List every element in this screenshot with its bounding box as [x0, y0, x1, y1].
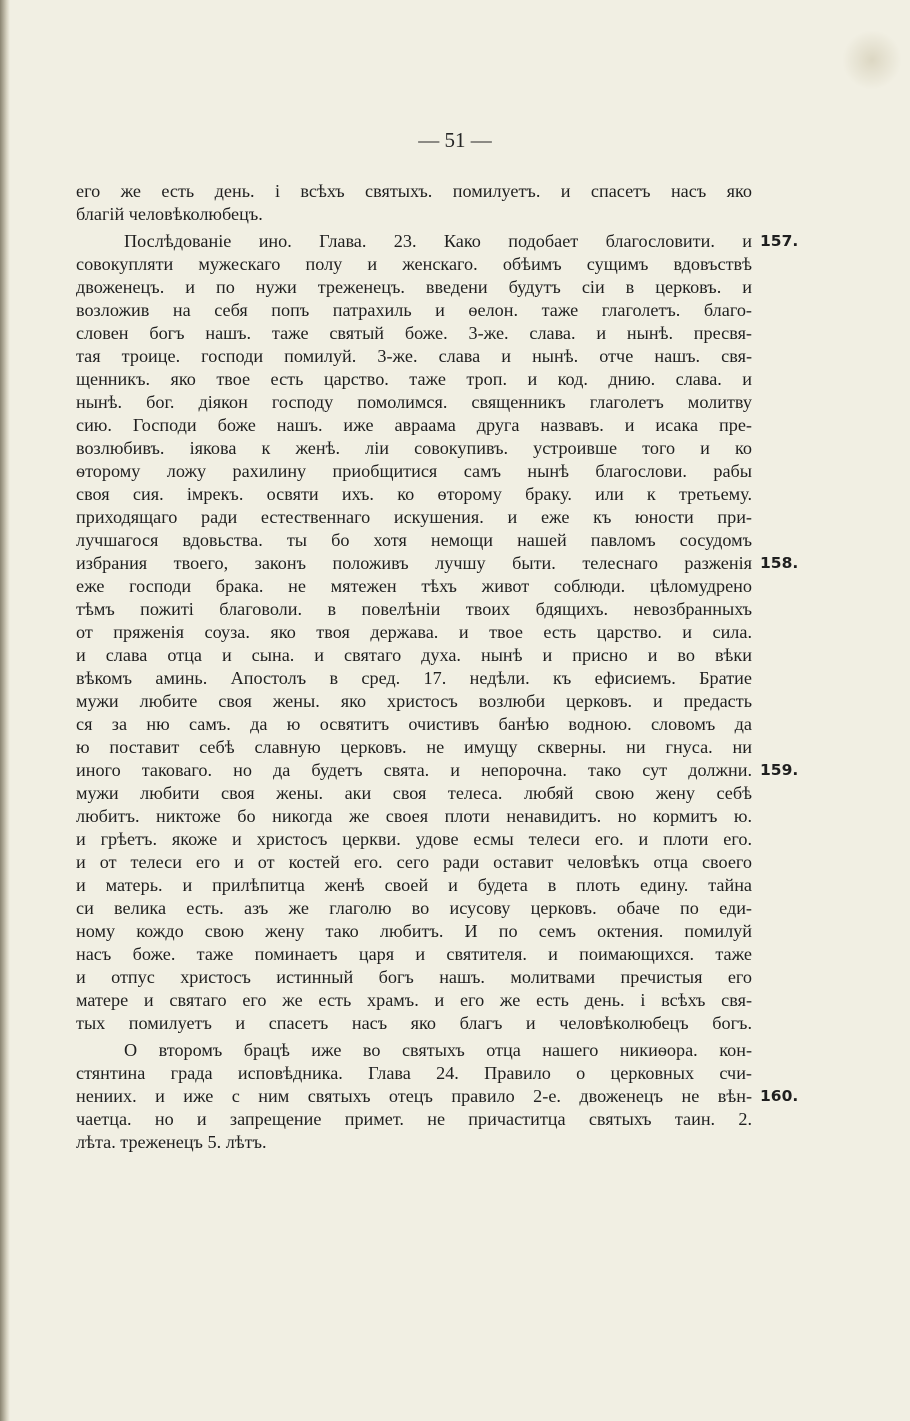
- text-line: его же есть день. і всѣхъ святыхъ. помилуетъ. и спасетъ насъ яко: [76, 181, 752, 201]
- text-line: сию. Господи боже нашъ. иже авраама друга назвавъ. и исака пре-: [76, 415, 752, 435]
- text-line: благій человѣколюбецъ.: [76, 204, 263, 224]
- text-line: насъ боже. таже поминаетъ царя и святителя. и поимающихся. таже: [76, 944, 752, 964]
- text-line: и матерь. и прилѣпитца женѣ своей и будета в плоть едину. тайна: [76, 875, 752, 895]
- text-line: и отпус христосъ истинный богъ нашъ. молитвами пречистыя его: [76, 967, 752, 987]
- page-number: — 51 —: [418, 128, 492, 152]
- text-line: избрания твоего, законъ положивъ лучшу быти. телеснаго разженія: [76, 553, 752, 573]
- text-line: вѣкомъ аминь. Апостолъ в сред. 17. недѣли. къ ефисиемъ. Братие: [76, 668, 752, 688]
- paper-stain: [842, 30, 902, 90]
- text-line: тая троице. господи помилуй. 3-же. слава и нынѣ. отче нашъ. свя-: [76, 346, 752, 366]
- text-line: словен богъ нашъ. таже святый боже. 3-же. слава. и нынѣ. пресвя-: [76, 323, 752, 343]
- text-line: и от телеси его и от костей его. сего ради оставит человѣкъ отца своего: [76, 852, 752, 872]
- text-line: от пряженія соуза. яко твоя держава. и твое есть царство. и сила.: [76, 622, 752, 642]
- text-line: щенникъ. яко твое есть царство. таже троп. и код. днию. слава. и: [76, 369, 752, 389]
- text-line: тых помилуетъ и спасетъ насъ яко благъ и человѣколюбецъ богъ.: [76, 1013, 752, 1033]
- text-line: лучшагося вдовьства. ты бо хотя немощи нашей павломъ сосудомъ: [76, 530, 752, 550]
- text-line: ся за ню самъ. да ю освятитъ очистивъ банѣю водною. словомъ да: [76, 714, 752, 734]
- text-line: и слава отца и сына. и святаго духа. нынѣ и присно и во вѣки: [76, 645, 752, 665]
- margin-section-number: 159.: [760, 761, 799, 779]
- text-line: Послѣдованіе ино. Глава. 23. Како подобает благословити. и: [124, 231, 752, 251]
- text-line: лѣта. треженецъ 5. лѣтъ.: [76, 1132, 267, 1152]
- margin-section-number: 157.: [760, 232, 799, 250]
- text-line: ѳторому ложу рахилину приобщитися самъ нынѣ благослови. рабы: [76, 461, 752, 481]
- page-edge: [0, 0, 10, 1421]
- text-line: ному кождо свою жену тако любитъ. И по семъ октения. помилуй: [76, 921, 752, 941]
- text-line: двоженецъ. и по нужи треженецъ. введени будутъ сіи в церковъ. и: [76, 277, 752, 297]
- text-line: матере и святаго его же есть храмъ. и его же есть день. і всѣхъ свя-: [76, 990, 752, 1010]
- text-line: возлюбивъ. іякова к женѣ. ліи совокупивъ. устроивше того и ко: [76, 438, 752, 458]
- text-line: возложив на себя попъ патрахиль и ѳелон. таже глаголетъ. благо-: [76, 300, 752, 320]
- text-line: мужи любити своя жены. аки своя телеса. любяй свою жену себѣ: [76, 783, 752, 803]
- text-line: ю поставит себѣ славную церковъ. не имущу скверны. ни гнуса. ни: [76, 737, 752, 757]
- margin-section-number: 160.: [760, 1087, 799, 1105]
- text-line: приходящаго ради естественнаго искушения. и еже къ юности при-: [76, 507, 752, 527]
- text-line: нениих. и иже с ним святыхъ отецъ правило 2-е. двоженецъ не вѣн-: [76, 1086, 752, 1106]
- text-line: си велика есть. азъ же глаголю во исусову церковъ. обаче по еди-: [76, 898, 752, 918]
- margin-section-number: 158.: [760, 554, 799, 572]
- text-line: тѣмъ пожиті благоволи. в повелѣніи твоих бдящихъ. невозбранныхъ: [76, 599, 752, 619]
- text-line: и грѣетъ. якоже и христосъ церкви. удове есмы телеси его. и плоти его.: [76, 829, 752, 849]
- text-line: стянтина града исповѣдника. Глава 24. Правило о церковных счи-: [76, 1063, 752, 1083]
- text-line: еже господи брака. не мятежен тѣхъ живот соблюди. цѣломудрено: [76, 576, 752, 596]
- text-line: иного таковаго. но да будетъ свята. и непорочна. тако сут должни.: [76, 760, 752, 780]
- text-line: мужи любите своя жены. яко христосъ возлюби церковъ. и предасть: [76, 691, 752, 711]
- text-line: нынѣ. бог. діякон господу помолимся. священникъ глаголетъ молитву: [76, 392, 752, 412]
- text-line: О второмъ брацѣ иже во святыхъ отца нашего никиѳора. кон-: [124, 1040, 752, 1060]
- text-line: совокупляти мужескаго полу и женскаго. обѣимъ сущимъ вдовъствѣ: [76, 254, 752, 274]
- text-line: своя сия. імрекъ. освяти ихъ. ко ѳторому браку. или к третьему.: [76, 484, 752, 504]
- text-line: любитъ. никтоже бо никогда же своея плоти ненавидитъ. но кормитъ ю.: [76, 806, 752, 826]
- text-line: чаетца. но и запрещение примет. не причаститца святыхъ таин. 2.: [76, 1109, 752, 1129]
